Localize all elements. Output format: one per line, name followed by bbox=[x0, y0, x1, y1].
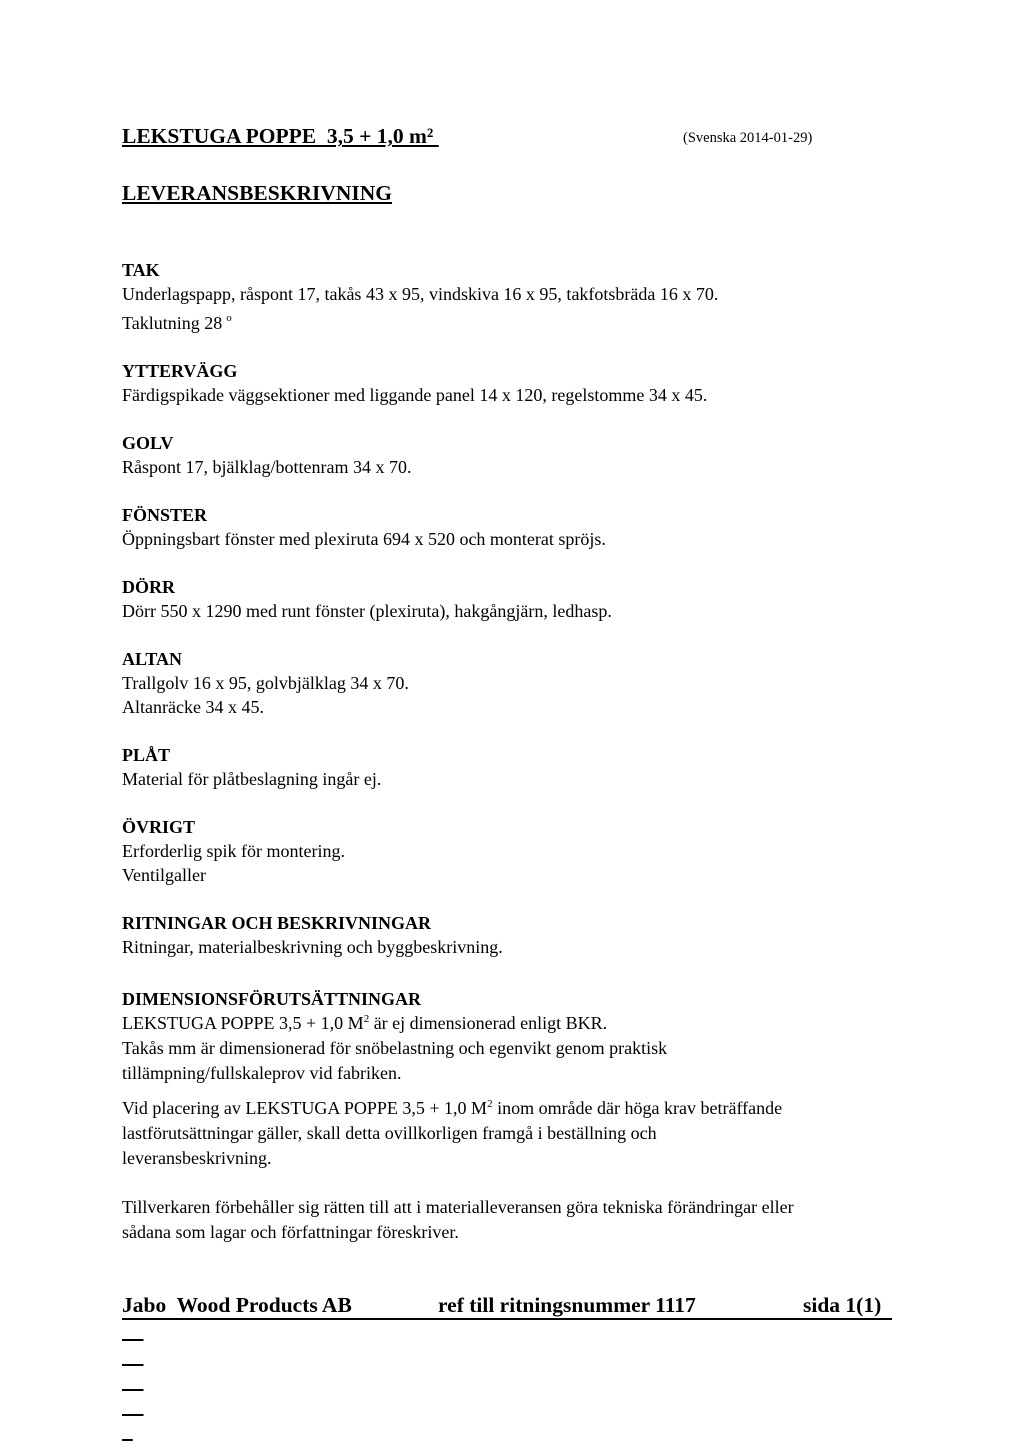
document-date: (Svenska 2014-01-29) bbox=[683, 130, 813, 146]
text-run: leveransbeskrivning. bbox=[122, 1148, 272, 1168]
section-heading: RITNINGAR OCH BESKRIVNINGAR bbox=[122, 913, 432, 933]
footer-page: sida 1(1) bbox=[803, 1293, 882, 1317]
section-line: Erforderlig spik för montering. bbox=[122, 841, 345, 861]
sections-list bbox=[122, 258, 902, 983]
text-run: är ej dimensionerad enligt BKR. bbox=[369, 1013, 608, 1033]
section-heading: FÖNSTER bbox=[122, 505, 208, 525]
superscript: 2 bbox=[363, 1013, 370, 1025]
degree-mark: o bbox=[226, 312, 232, 324]
section-line: Altanräcke 34 x 45. bbox=[122, 697, 264, 717]
section-altan bbox=[122, 647, 902, 719]
section-yttervagg bbox=[122, 359, 902, 407]
section-heading: ALTAN bbox=[122, 649, 183, 669]
section-line: Råspont 17, bjälklag/bottenram 34 x 70. bbox=[122, 457, 412, 477]
section-heading: DIMENSIONSFÖRUTSÄTTNINGAR bbox=[122, 989, 422, 1009]
section-ritningar bbox=[122, 911, 902, 959]
section-heading: PLÅT bbox=[122, 745, 171, 765]
text-run: LEKSTUGA POPPE 3,5 + 1,0 M bbox=[122, 1013, 364, 1033]
footer-company: Jabo Wood Products AB bbox=[122, 1293, 352, 1317]
section-heading: GOLV bbox=[122, 433, 174, 453]
section-line-with-degree bbox=[122, 306, 902, 335]
section-line: Dörr 550 x 1290 med runt fönster (plexiruta), hakgångjärn, ledhasp. bbox=[122, 601, 612, 621]
dimension-paragraph-2 bbox=[122, 1096, 902, 1171]
section-line: Öppningsbart fönster med plexiruta 694 x 520 och monterat spröjs. bbox=[122, 529, 606, 549]
title-row bbox=[122, 124, 902, 154]
section-heading: ÖVRIGT bbox=[122, 817, 196, 837]
dimension-section bbox=[122, 987, 902, 1245]
section-line: Ritningar, materialbeskrivning och byggbeskrivning. bbox=[122, 937, 503, 957]
section-line: Taklutning 28 bbox=[122, 313, 223, 333]
document-subtitle: LEVERANSBESKRIVNING bbox=[122, 181, 393, 205]
superscript: 2 bbox=[487, 1098, 493, 1110]
text-run: lastförutsättningar gäller, skall detta ovillkorligen framgå i beställning och bbox=[122, 1123, 657, 1143]
section-line: Material för plåtbeslagning ingår ej. bbox=[122, 769, 382, 789]
dimension-paragraph-1 bbox=[122, 1011, 902, 1086]
footer bbox=[122, 1293, 892, 1323]
section-line: Underlagspapp, råspont 17, takås 43 x 95, vindskiva 16 x 95, takfotsbräda 16 x 70. bbox=[122, 284, 719, 304]
text-run: Tillverkaren förbehåller sig rätten till att i materialleveransen göra tekniska förändringar eller bbox=[122, 1197, 794, 1217]
text-run: tillämpning/fullskaleprov vid fabriken. bbox=[122, 1063, 402, 1083]
section-heading: YTTERVÄGG bbox=[122, 361, 238, 381]
footer-underline bbox=[122, 1318, 892, 1320]
text-run: inom område där höga krav beträffande bbox=[492, 1098, 783, 1118]
text-run: sådana som lagar och författningar föreskriver. bbox=[122, 1222, 459, 1242]
section-golv bbox=[122, 431, 902, 479]
section-heading: DÖRR bbox=[122, 577, 175, 597]
section-line: Färdigspikade väggsektioner med liggande panel 14 x 120, regelstomme 34 x 45. bbox=[122, 385, 708, 405]
disclaimer-paragraph bbox=[122, 1195, 902, 1245]
section-line: Trallgolv 16 x 95, golvbjälklag 34 x 70. bbox=[122, 673, 409, 693]
section-fonster bbox=[122, 503, 902, 551]
document-title: LEKSTUGA POPPE 3,5 + 1,0 m² bbox=[122, 124, 439, 148]
section-plat bbox=[122, 743, 902, 791]
section-dorr bbox=[122, 575, 902, 623]
text-run: Takås mm är dimensionerad för snöbelastning och egenvikt genom praktisk bbox=[122, 1038, 668, 1058]
section-heading: TAK bbox=[122, 260, 160, 280]
section-tak bbox=[122, 258, 902, 335]
text-run: Vid placering av LEKSTUGA POPPE 3,5 + 1,0 M bbox=[122, 1098, 488, 1118]
footer-reference: ref till ritningsnummer 1117 bbox=[438, 1293, 696, 1317]
section-line: Ventilgaller bbox=[122, 865, 206, 885]
section-ovrigt bbox=[122, 815, 902, 887]
